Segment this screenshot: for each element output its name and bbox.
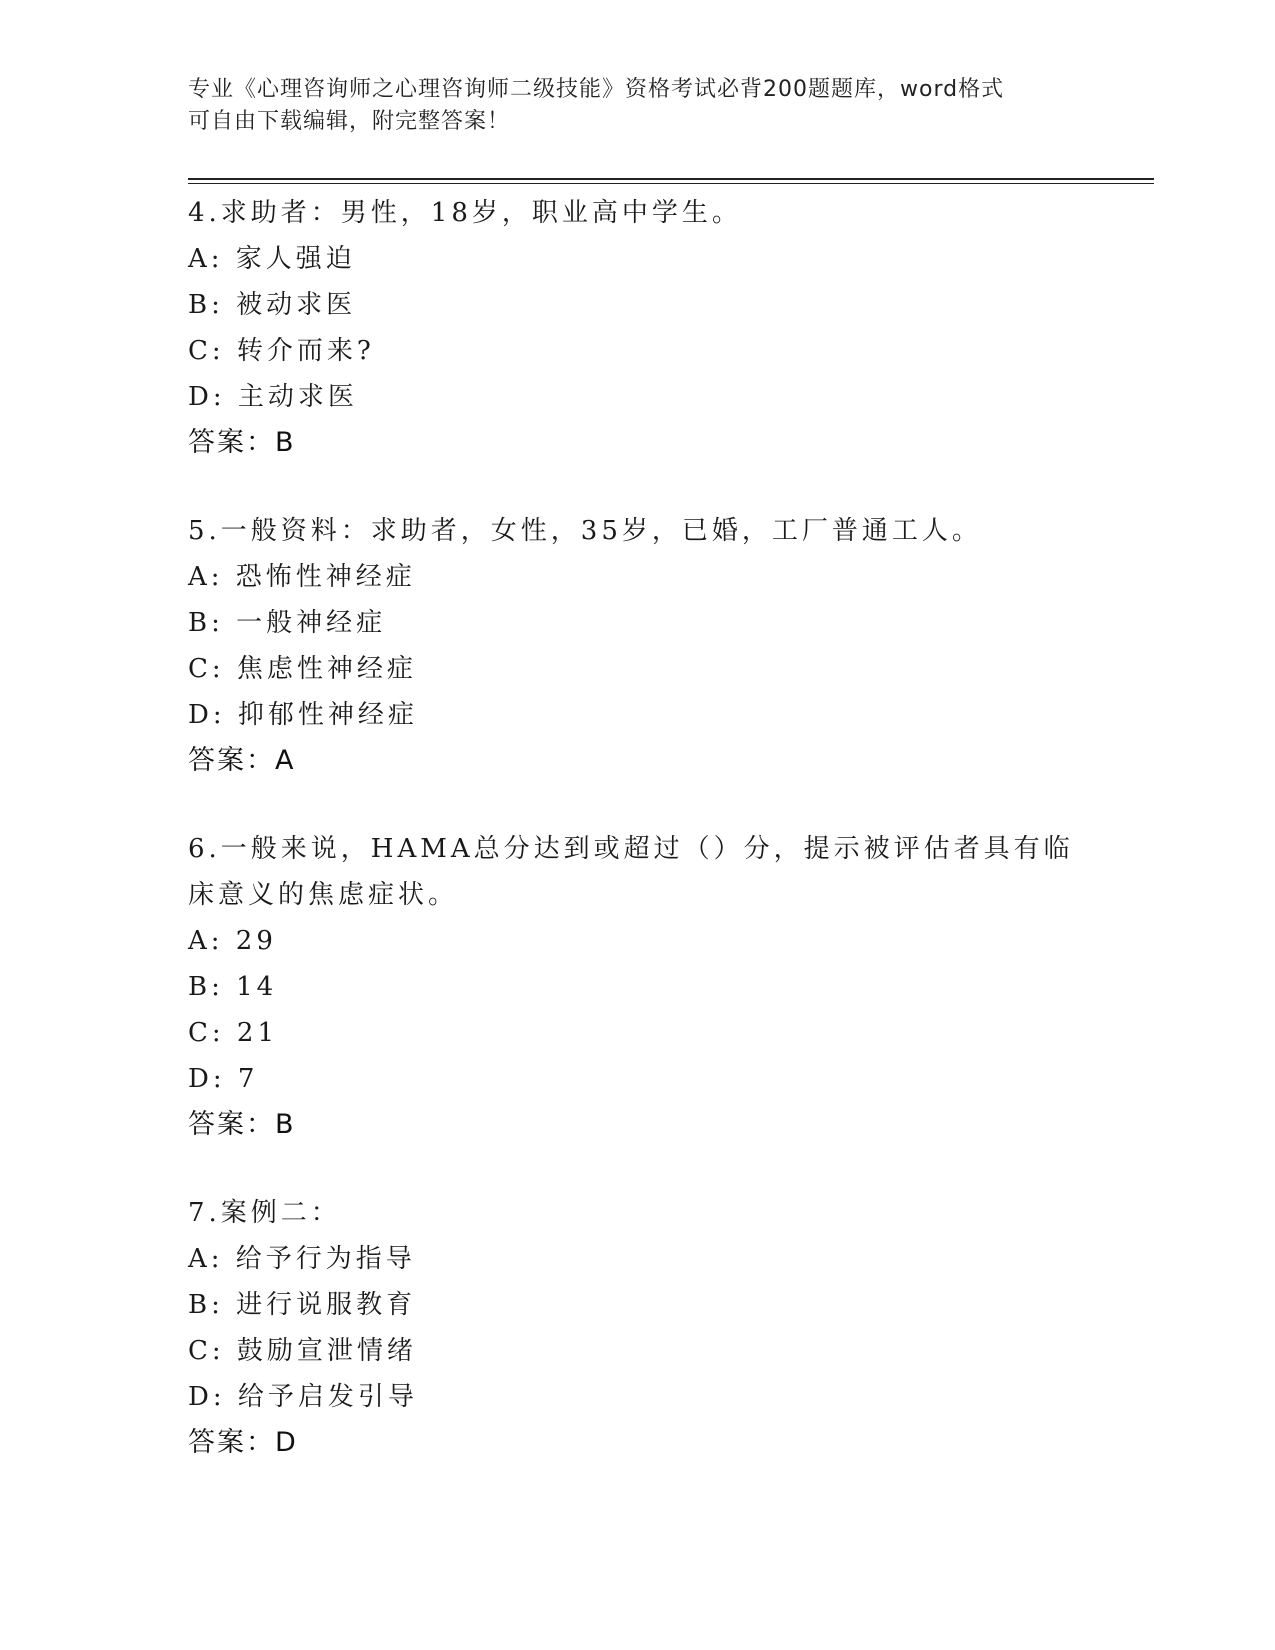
question-7 — [188, 1190, 1088, 1466]
option-b: B: 一般神经症 — [188, 608, 387, 638]
question-list — [188, 190, 1088, 1508]
header-divider — [188, 178, 1154, 180]
option-c: C: 鼓励宣泄情绪 — [188, 1336, 417, 1366]
header-line-1: 专业《心理咨询师之心理咨询师二级技能》资格考试必背200题题库，word格式 — [188, 77, 1005, 102]
option-d: D: 抑郁性神经症 — [188, 700, 418, 730]
option-b: B: 14 — [188, 972, 278, 1002]
answer: 答案：D — [188, 1427, 298, 1458]
question-6 — [188, 826, 1088, 1148]
option-c: C: 焦虑性神经症 — [188, 654, 417, 684]
option-a: A: 给予行为指导 — [188, 1244, 416, 1274]
answer: 答案：A — [188, 745, 296, 776]
option-d: D: 7 — [188, 1064, 259, 1094]
option-d: D: 主动求医 — [188, 382, 358, 412]
answer: 答案：B — [188, 1109, 296, 1140]
question-stem: 7.案例二： — [188, 1198, 341, 1228]
header-line-2: 可自由下载编辑，附完整答案！ — [188, 109, 511, 134]
question-stem: 4.求助者：男性，18岁，职业高中学生。 — [188, 198, 742, 228]
option-b: B: 被动求医 — [188, 290, 357, 320]
document-header — [188, 74, 1088, 138]
option-c: C: 21 — [188, 1018, 279, 1048]
option-d: D: 给予启发引导 — [188, 1382, 418, 1412]
question-4 — [188, 190, 1088, 466]
answer: 答案：B — [188, 427, 296, 458]
header-divider-thin — [188, 183, 1154, 184]
question-stem: 6.一般来说，HAMA总分达到或超过（）分，提示被评估者具有临床意义的焦虑症状。 — [188, 834, 1074, 910]
option-b: B: 进行说服教育 — [188, 1290, 417, 1320]
question-stem: 5.一般资料：求助者，女性，35岁，已婚，工厂普通工人。 — [188, 516, 982, 546]
option-a: A: 家人强迫 — [188, 244, 356, 274]
option-a: A: 恐怖性神经症 — [188, 562, 416, 592]
option-a: A: 29 — [188, 926, 277, 956]
option-c: C: 转介而来? — [188, 336, 375, 366]
question-5 — [188, 508, 1088, 784]
